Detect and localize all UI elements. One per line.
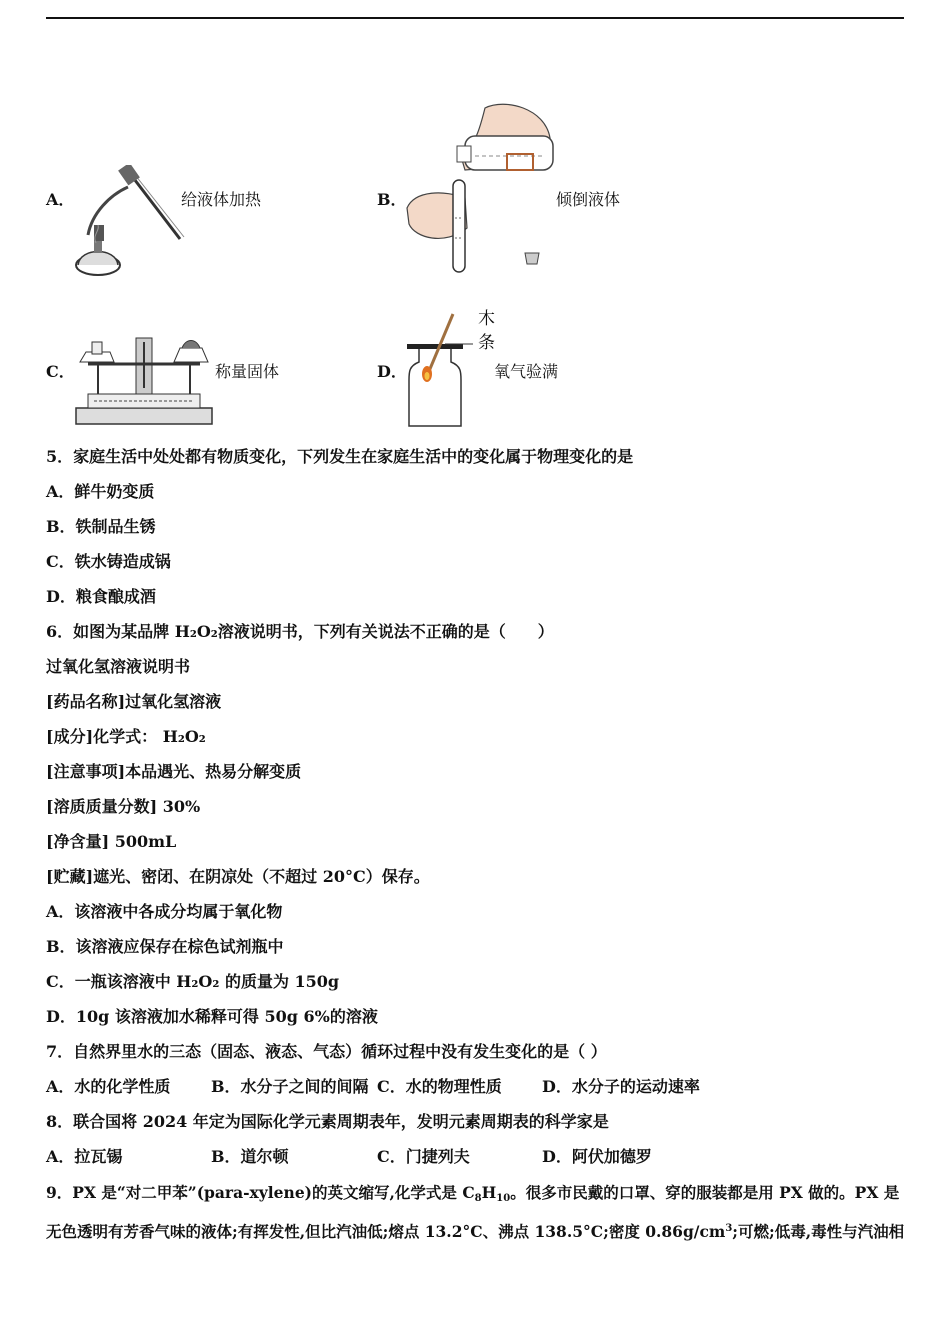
manual-drug-name: [药品名称]过氧化氢溶液 [46, 692, 222, 711]
q7-option-a[interactable]: A．水的化学性质 [46, 1077, 171, 1096]
q8-option-a[interactable]: A．拉瓦锡 [46, 1147, 123, 1166]
q6-option-a[interactable]: A．该溶液中各成分均属于氧化物 [46, 902, 283, 921]
manual-formula: [成分]化学式： H₂O₂ [46, 727, 206, 746]
q5-option-a[interactable]: A．鲜牛奶变质 [46, 482, 155, 501]
header-rule [46, 17, 904, 19]
figure-b-caption: 倾倒液体 [556, 190, 621, 209]
q8-option-c[interactable]: C．门捷列夫 [377, 1147, 470, 1166]
q8-stem: 8．联合国将 2024 年定为国际化学元素周期表年，发明元素周期表的科学家是 [46, 1112, 609, 1131]
q7-stem: 7．自然界里水的三态（固态、液态、气态）循环过程中没有发生变化的是（ ） [46, 1042, 607, 1061]
q6-option-b[interactable]: B．该溶液应保存在棕色试剂瓶中 [46, 937, 284, 956]
q5-stem: 5．家庭生活中处处都有物质变化，下列发生在家庭生活中的变化属于物理变化的是 [46, 447, 634, 466]
q7-option-b[interactable]: B．水分子之间的间隔 [211, 1077, 369, 1096]
figure-d-label-top: 木 [478, 309, 495, 329]
q8-option-b[interactable]: B．道尔顿 [211, 1147, 289, 1166]
q9-line-1: 9．PX 是“对二甲苯”(para-xylene)的英文缩写,化学式是 $C_8H_{10}$。很多市民戴的口罩、穿的服装都是用 PX 做的。PX 是 [46, 1183, 900, 1204]
balance-scale-icon [74, 328, 214, 428]
q7-option-c[interactable]: C．水的物理性质 [377, 1077, 502, 1096]
figure-c-caption: 称量固体 [215, 362, 280, 381]
manual-precautions: [注意事项]本品遇光、热易分解变质 [46, 762, 302, 781]
option-d-letter[interactable]: D． [377, 362, 407, 381]
figure-a-caption: 给液体加热 [181, 190, 262, 209]
pouring-liquid-icon [405, 98, 555, 278]
q5-option-c[interactable]: C．铁水铸造成锅 [46, 552, 171, 571]
q5-option-b[interactable]: B．铁制品生锈 [46, 517, 156, 536]
q7-option-d[interactable]: D．水分子的运动速率 [542, 1077, 700, 1096]
heating-liquid-icon [70, 165, 185, 280]
q6-option-c[interactable]: C．一瓶该溶液中 H₂O₂ 的质量为 150g [46, 972, 340, 991]
option-b-letter[interactable]: B． [377, 190, 407, 209]
figure-d-caption: 氧气验满 [494, 362, 559, 381]
q9-line-2: 无色透明有芳香气味的液体;有挥发性,但比汽油低;熔点 13.2°C、沸点 138.5°C;密度 $0.86g/cm^3$;可燃;低毒,毒性与汽油相 [46, 1222, 905, 1241]
option-a-letter[interactable]: A． [46, 190, 75, 209]
q5-option-d[interactable]: D．粮食酿成酒 [46, 587, 156, 606]
q6-stem: 6．如图为某品牌 H₂O₂溶液说明书，下列有关说法不正确的是（ ） [46, 622, 554, 641]
manual-net-content: [净含量] 500mL [46, 832, 177, 851]
oxygen-test-icon [405, 310, 485, 430]
figure-d-label-bottom: 条 [478, 333, 495, 353]
manual-storage: [贮藏]遮光、密闭、在阴凉处（不超过 20°C）保存。 [46, 867, 430, 886]
q6-option-d[interactable]: D．10g 该溶液加水稀释可得 50g 6%的溶液 [46, 1007, 378, 1026]
manual-mass-fraction: [溶质质量分数] 30% [46, 797, 201, 816]
manual-title: 过氧化氢溶液说明书 [46, 657, 191, 676]
option-c-letter[interactable]: C． [46, 362, 75, 381]
q8-option-d[interactable]: D．阿伏加德罗 [542, 1147, 652, 1166]
